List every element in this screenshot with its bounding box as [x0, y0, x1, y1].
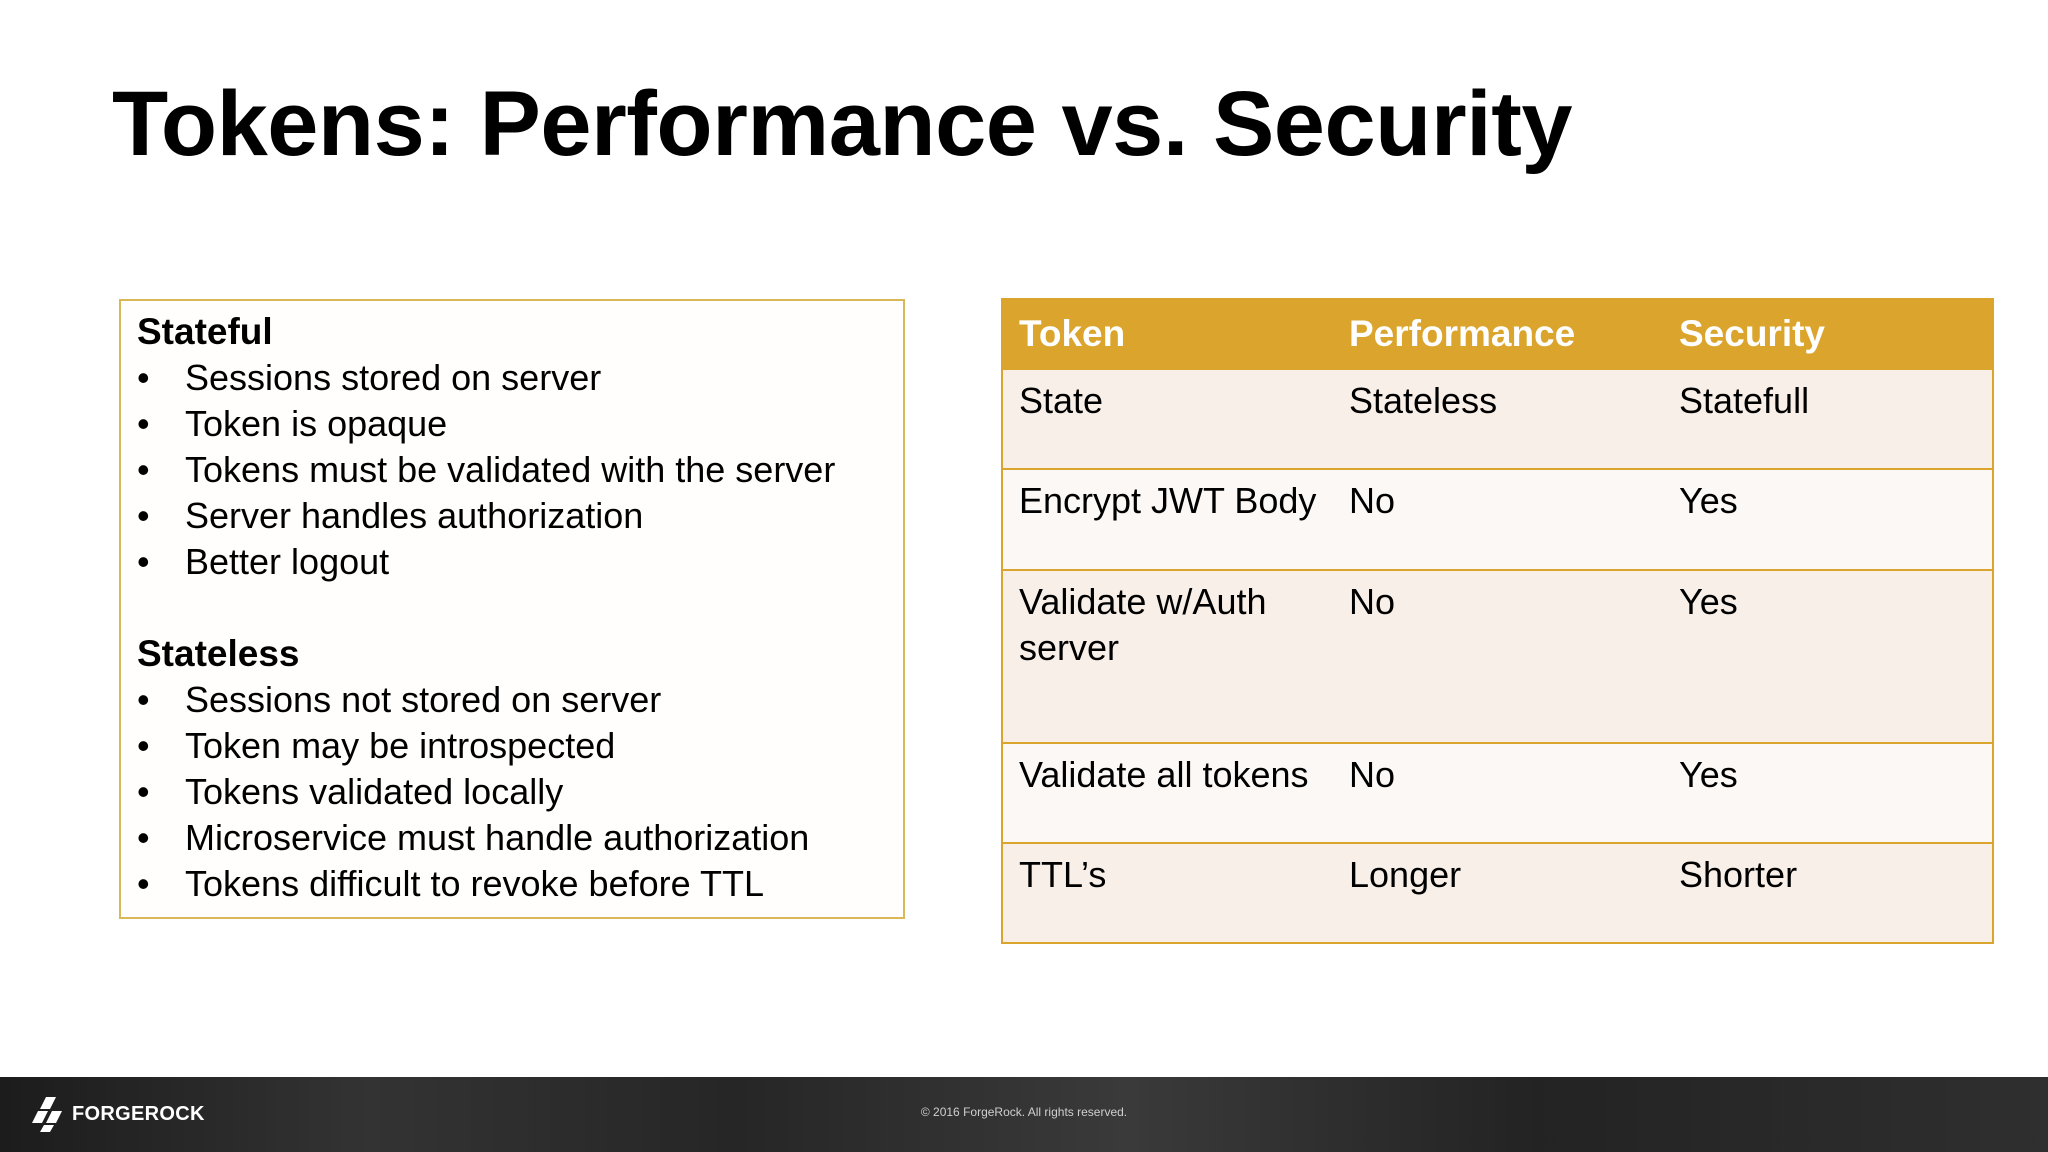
table-cell: Encrypt JWT Body	[1003, 469, 1333, 569]
bullet-icon: •	[137, 725, 150, 766]
table-cell: Yes	[1663, 743, 1992, 843]
comparison-table	[1003, 300, 1992, 942]
list-item-text: Tokens validated locally	[185, 771, 564, 812]
table-cell: Validate w/Auth server	[1003, 570, 1333, 743]
stateful-heading: Stateful	[137, 311, 273, 352]
list-item	[137, 493, 887, 539]
table-cell: No	[1333, 469, 1663, 569]
bullet-icon: •	[137, 357, 150, 398]
list-item	[137, 401, 887, 447]
list-item	[137, 723, 887, 769]
list-item	[137, 861, 887, 907]
bullet-icon: •	[137, 679, 150, 720]
list-item	[137, 677, 887, 723]
stateful-list	[137, 355, 887, 585]
table-cell: Statefull	[1663, 369, 1992, 469]
bullet-icon: •	[137, 495, 150, 536]
copyright-text: © 2016 ForgeRock. All rights reserved.	[920, 1105, 1128, 1119]
logo-text: FORGEROCK	[72, 1102, 205, 1125]
table-cell: Longer	[1333, 843, 1663, 942]
list-item-text: Sessions stored on server	[185, 357, 602, 398]
table-cell: Stateless	[1333, 369, 1663, 469]
table-cell: TTL’s	[1003, 843, 1333, 942]
list-item-text: Token is opaque	[185, 403, 448, 444]
table-row	[1003, 469, 1992, 569]
column-header-security: Security	[1663, 300, 1992, 369]
table-row	[1003, 570, 1992, 743]
bullet-icon: •	[137, 403, 150, 444]
table-header-row	[1003, 300, 1992, 369]
table-cell: State	[1003, 369, 1333, 469]
table-cell: Yes	[1663, 469, 1992, 569]
list-item	[137, 355, 887, 401]
bullet-icon: •	[137, 817, 150, 858]
table-cell: No	[1333, 743, 1663, 843]
column-header-token: Token	[1003, 300, 1333, 369]
section-spacer	[137, 585, 887, 631]
list-item-text: Better logout	[185, 541, 390, 582]
list-item-text: Tokens must be validated with the server	[185, 449, 836, 490]
table-cell: No	[1333, 570, 1663, 743]
list-item	[137, 539, 887, 585]
bullet-icon: •	[137, 449, 150, 490]
list-item-text: Tokens difficult to revoke before TTL	[185, 863, 764, 904]
table-row	[1003, 369, 1992, 469]
bullet-icon: •	[137, 863, 150, 904]
table-cell: Yes	[1663, 570, 1992, 743]
table-cell: Validate all tokens	[1003, 743, 1333, 843]
column-header-performance: Performance	[1333, 300, 1663, 369]
bullet-icon: •	[137, 771, 150, 812]
stateless-list	[137, 677, 887, 907]
list-item-text: Token may be introspected	[185, 725, 616, 766]
stateless-heading: Stateless	[137, 633, 300, 674]
table-row	[1003, 743, 1992, 843]
stateful-stateless-box	[119, 299, 905, 919]
slide-title: Tokens: Performance vs. Security	[112, 73, 1572, 175]
footer-bar	[0, 1077, 2048, 1152]
table-cell: Shorter	[1663, 843, 1992, 942]
list-item-text: Microservice must handle authorization	[185, 817, 810, 858]
list-item	[137, 769, 887, 815]
list-item-text: Sessions not stored on server	[185, 679, 662, 720]
list-item	[137, 447, 887, 493]
comparison-table-container	[1001, 298, 1994, 944]
list-item	[137, 815, 887, 861]
bullet-icon: •	[137, 541, 150, 582]
table-row	[1003, 843, 1992, 942]
list-item-text: Server handles authorization	[185, 495, 644, 536]
